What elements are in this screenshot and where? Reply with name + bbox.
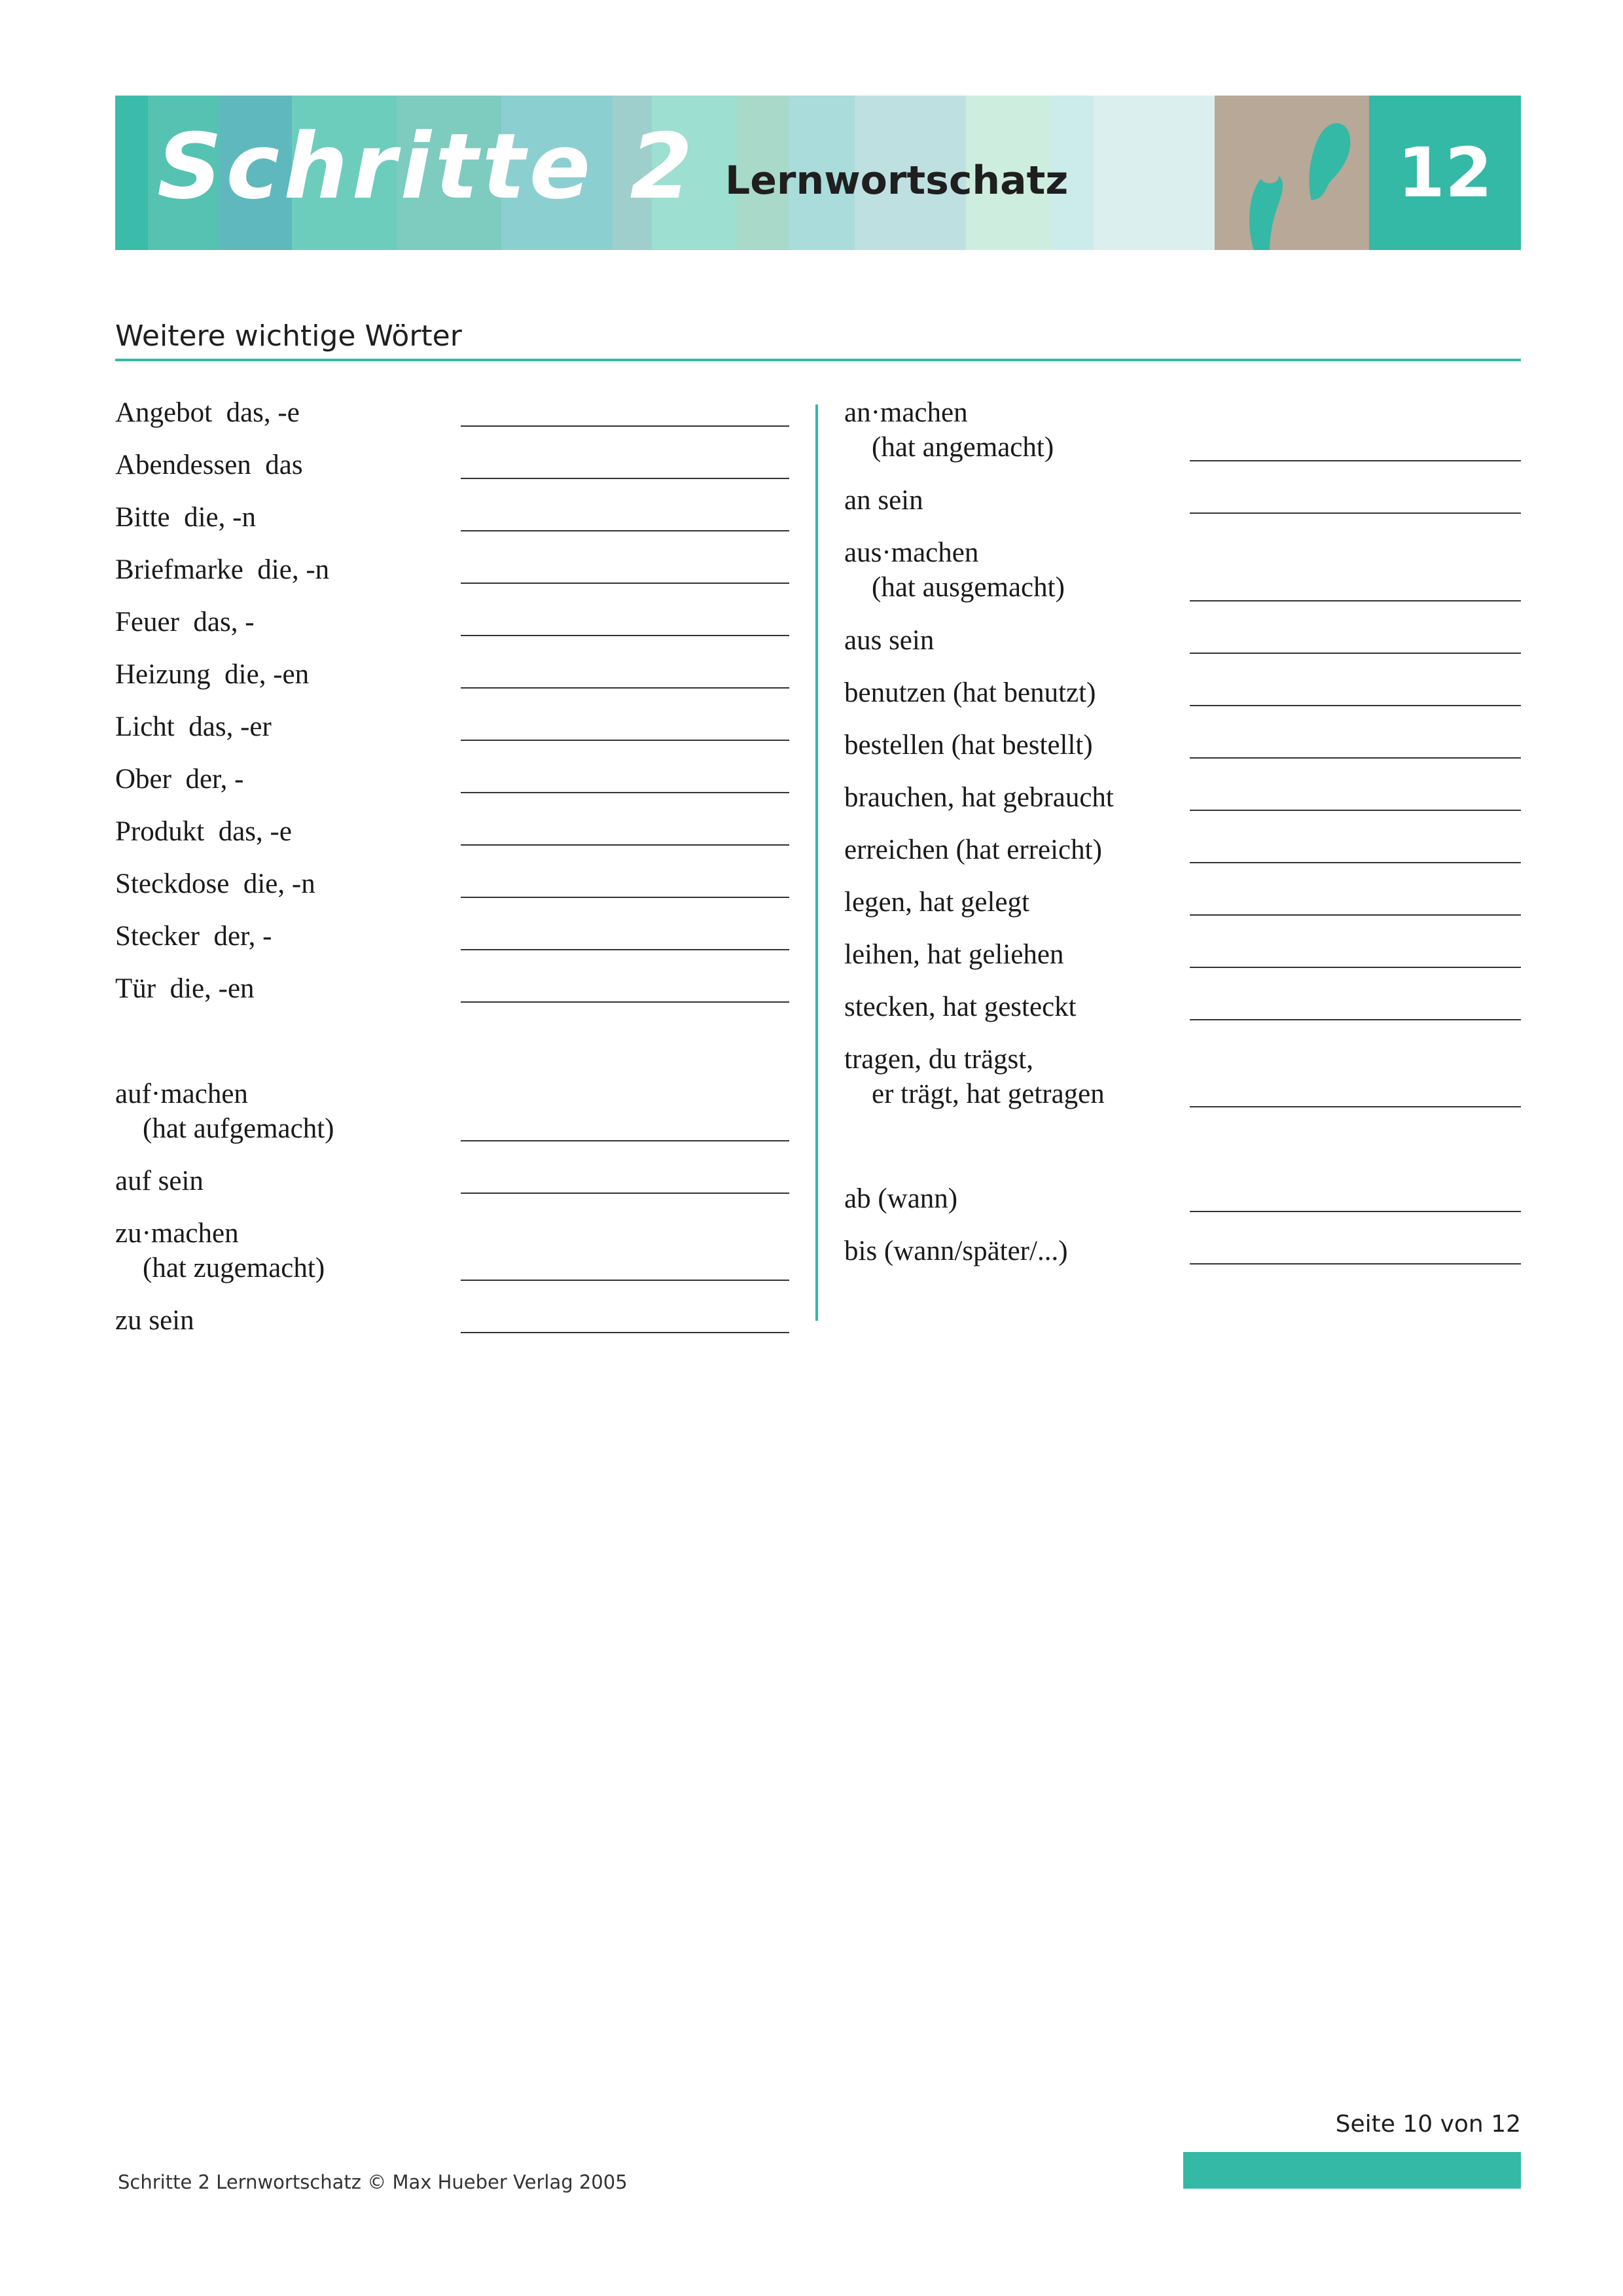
- answer-line[interactable]: [1190, 512, 1521, 514]
- vocab-line: auf·machen: [115, 1079, 248, 1109]
- answer-line[interactable]: [1190, 1106, 1521, 1107]
- unit-number: 12: [1369, 96, 1521, 250]
- vocab-grammar: der, -: [185, 764, 244, 795]
- vocab-entry: [115, 1303, 194, 1338]
- vocab-line: aus·machen: [844, 537, 979, 568]
- vocab-line: bestellen (hat bestellt): [844, 730, 1093, 761]
- vocab-entry: [115, 657, 309, 692]
- vocab-entry: [115, 605, 255, 639]
- vocab-grammar: die, -n: [184, 502, 256, 533]
- vocab-entry: [844, 675, 1096, 710]
- vocab-grammar: der, -: [213, 921, 272, 952]
- vocab-line: zu sein: [115, 1305, 194, 1336]
- vocab-word: Steckdose: [115, 869, 230, 899]
- vocab-grammar: das, -e: [226, 397, 300, 428]
- vocab-word: Stecker: [115, 921, 200, 952]
- vocab-word: Heizung: [115, 659, 211, 690]
- answer-line[interactable]: [461, 792, 789, 793]
- vocab-line-indented: (hat zugemacht): [143, 1253, 325, 1283]
- vocab-entry: [115, 1077, 334, 1146]
- answer-line[interactable]: [461, 530, 789, 531]
- answer-line[interactable]: [461, 740, 789, 741]
- vocab-grammar: das, -e: [218, 816, 292, 847]
- vocab-entry: [115, 552, 329, 587]
- section-title: Weitere wichtige Wörter: [115, 319, 462, 353]
- answer-line[interactable]: [461, 949, 789, 950]
- vocab-line: benutzen (hat benutzt): [844, 677, 1096, 708]
- column-divider: [815, 404, 818, 1321]
- answer-line[interactable]: [461, 583, 789, 584]
- vocab-word: Bitte: [115, 502, 170, 533]
- vocab-entry: [844, 395, 1054, 465]
- vocab-entry: [844, 1181, 957, 1216]
- vocab-entry: [115, 919, 272, 954]
- vocab-line: an sein: [844, 485, 923, 516]
- answer-line[interactable]: [1190, 1211, 1521, 1212]
- answer-line[interactable]: [1190, 460, 1521, 461]
- copyright-notice: Schritte 2 Lernwortschatz © Max Hueber Verlag 2005: [118, 2171, 628, 2193]
- vocab-entry: [844, 535, 1065, 605]
- footprints-icon: [1215, 96, 1369, 250]
- vocab-entry: [844, 728, 1093, 762]
- vocab-word: Angebot: [115, 397, 213, 428]
- brand-title: Schritte 2: [157, 114, 697, 219]
- vocab-line: tragen, du trägst,: [844, 1044, 1033, 1075]
- vocab-line: legen, hat gelegt: [844, 887, 1029, 918]
- section-divider: [115, 359, 1521, 361]
- vocab-line: ab (wann): [844, 1183, 958, 1214]
- answer-line[interactable]: [1190, 810, 1521, 811]
- vocab-entry: [115, 395, 300, 430]
- vocab-line: bis (wann/später/...): [844, 1236, 1068, 1266]
- answer-line[interactable]: [1190, 967, 1521, 968]
- vocab-entry: [844, 483, 923, 518]
- vocab-line: erreichen (hat erreicht): [844, 834, 1102, 865]
- vocab-entry: [844, 833, 1102, 867]
- left-footprint: [1249, 173, 1283, 250]
- vocab-entry: [844, 937, 1064, 972]
- answer-line[interactable]: [461, 1140, 789, 1141]
- vocab-entry: [115, 709, 272, 744]
- vocab-word: Feuer: [115, 607, 179, 637]
- header-subtitle: Lernwortschatz: [725, 158, 1069, 204]
- right-footprint: [1309, 123, 1350, 200]
- answer-line[interactable]: [461, 687, 789, 689]
- vocab-line: auf sein: [115, 1166, 204, 1196]
- footer-accent-bar: [1183, 2152, 1521, 2189]
- answer-line[interactable]: [1190, 600, 1521, 601]
- vocab-line-indented: (hat angemacht): [872, 432, 1054, 463]
- vocab-entry: [844, 885, 1029, 920]
- answer-line[interactable]: [461, 1193, 789, 1194]
- answer-line[interactable]: [1190, 862, 1521, 863]
- vocab-grammar: das, -er: [188, 711, 272, 742]
- vocab-grammar: die, -n: [257, 554, 330, 585]
- vocab-entry: [115, 867, 315, 901]
- vocab-entry: [844, 990, 1077, 1024]
- vocab-line: zu·machen: [115, 1218, 239, 1249]
- vocab-entry: [844, 1042, 1105, 1111]
- vocab-entry: [115, 1164, 204, 1198]
- vocab-line: an·machen: [844, 397, 968, 428]
- vocab-entry: [115, 814, 292, 849]
- vocab-line-indented: (hat aufgemacht): [143, 1113, 334, 1144]
- vocab-grammar: die, -n: [243, 869, 315, 899]
- answer-line[interactable]: [461, 635, 789, 636]
- answer-line[interactable]: [1190, 653, 1521, 654]
- vocab-grammar: das: [265, 450, 303, 480]
- vocab-word: Ober: [115, 764, 171, 795]
- answer-line[interactable]: [1190, 1263, 1521, 1265]
- answer-line[interactable]: [461, 1001, 789, 1003]
- vocab-entry: [115, 1216, 325, 1285]
- vocab-grammar: das, -: [193, 607, 255, 637]
- answer-line[interactable]: [461, 425, 789, 427]
- answer-line[interactable]: [461, 478, 789, 479]
- vocab-word: Briefmarke: [115, 554, 243, 585]
- answer-line[interactable]: [1190, 705, 1521, 706]
- vocab-line: leihen, hat geliehen: [844, 939, 1064, 970]
- vocab-line: stecken, hat gesteckt: [844, 992, 1077, 1022]
- answer-line[interactable]: [461, 1332, 789, 1333]
- vocab-line-indented: (hat ausgemacht): [872, 572, 1065, 603]
- vocab-entry: [844, 780, 1114, 815]
- vocab-line: brauchen, hat gebraucht: [844, 782, 1114, 813]
- vocab-line: aus sein: [844, 625, 935, 656]
- vocab-entry: [115, 971, 255, 1006]
- answer-line[interactable]: [461, 897, 789, 898]
- vocab-entry: [844, 1234, 1068, 1268]
- vocab-word: Abendessen: [115, 450, 251, 480]
- answer-line[interactable]: [461, 844, 789, 846]
- vocab-entry: [115, 448, 303, 482]
- vocab-word: Licht: [115, 711, 175, 742]
- vocab-word: Tür: [115, 973, 156, 1004]
- vocab-grammar: die, -en: [169, 973, 255, 1004]
- vocab-entry: [844, 623, 934, 658]
- answer-line[interactable]: [1190, 1019, 1521, 1020]
- answer-line[interactable]: [461, 1280, 789, 1281]
- page-number: Seite 10 von 12: [1335, 2111, 1521, 2138]
- vocab-line-indented: er trägt, hat getragen: [872, 1079, 1105, 1109]
- vocab-entry: [115, 500, 256, 535]
- answer-line[interactable]: [1190, 757, 1521, 759]
- vocab-entry: [115, 762, 243, 797]
- answer-line[interactable]: [1190, 914, 1521, 916]
- vocab-word: Produkt: [115, 816, 205, 847]
- header-banner: [115, 96, 1521, 250]
- vocab-grammar: die, -en: [224, 659, 310, 690]
